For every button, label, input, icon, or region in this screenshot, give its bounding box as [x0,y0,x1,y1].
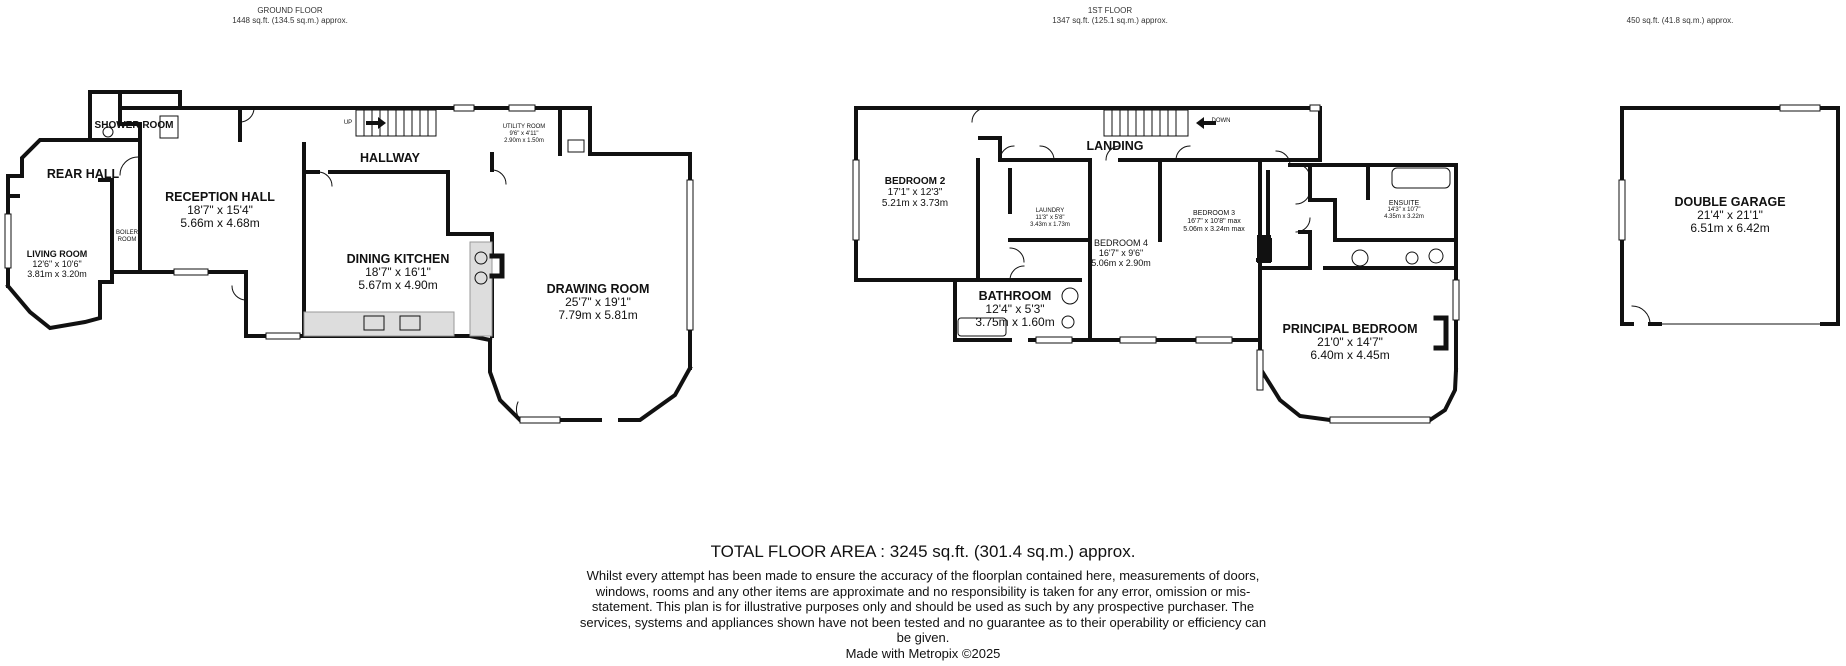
room-bedroom-4 [1084,238,1158,268]
first-floor-header [1010,6,1210,26]
room-name: UTILITY ROOM [502,124,546,130]
room-rear-hall [38,168,128,181]
room-name: DRAWING ROOM [546,282,650,296]
room-dining-kitchen [328,253,468,292]
room-utility-room [492,124,556,145]
garage-header [1600,16,1760,26]
room-principal-bedroom [1270,323,1430,362]
room-metric: 5.21m x 3.73m [881,198,949,209]
room-imperial: 25'7" x 19'1" [565,295,631,309]
disclaimer-text: Whilst every attempt has been made to ensure the accuracy of the floorplan contained here, measurements of doors, windows, rooms and any other items are approximate and no responsibility is taken for any error, omission or mis-statement. This plan is for illustrative purposes only and should be used as such by any prospective purchaser. The services, systems and appliances shown have not been tested and no guarantee as to their operability or efficiency can be given. [579,568,1267,645]
room-name: BATHROOM [978,289,1052,303]
room-metric: 5.66m x 4.68m [180,216,260,230]
room-name: DINING KITCHEN [346,252,450,266]
room-imperial: 14'3" x 10'7" [1387,207,1421,213]
room-landing [1070,140,1160,153]
room-metric: 3.43m x 1.73m [1030,222,1070,228]
room-reception-hall [150,191,290,230]
room-metric: 4.35m x 3.22m [1384,214,1424,220]
room-ensuite [1374,200,1434,221]
room-bathroom [960,290,1070,329]
stair-up-label: UP [343,120,353,126]
room-drawing-room [528,283,668,322]
total-floor-area: TOTAL FLOOR AREA : 3245 sq.ft. (301.4 sq.m.) approx. [710,542,1136,561]
room-name: SHOWER ROOM [94,120,174,131]
room-name: BOILER ROOM [115,230,138,243]
garage-area: 450 sq.ft. (41.8 sq.m.) approx. [1626,16,1734,25]
room-imperial: 16'7" x 10'8" max [1187,218,1241,225]
room-laundry [1020,208,1080,229]
room-metric: 5.06m x 3.24m max [1183,226,1245,233]
room-metric: 3.81m x 3.20m [27,269,87,279]
room-imperial: 18'7" x 15'4" [187,203,253,217]
room-name: HALLWAY [360,151,420,165]
room-metric: 7.79m x 5.81m [558,308,638,322]
room-shower-room [94,120,174,131]
floorplan-footer [560,542,1286,662]
room-name: LANDING [1086,139,1144,153]
room-metric: 6.40m x 4.45m [1310,348,1390,362]
room-imperial: 21'0" x 14'7" [1317,335,1383,349]
first-floor-title: 1ST FLOOR [1087,6,1133,15]
ground-floor-header [190,6,390,26]
room-name: PRINCIPAL BEDROOM [1282,322,1418,336]
room-living-room [14,249,100,279]
room-imperial: 18'7" x 16'1" [365,265,431,279]
room-boiler-room [112,230,142,244]
ground-floor-area: 1448 sq.ft. (134.5 sq.m.) approx. [232,16,348,25]
ground-floor-title: GROUND FLOOR [257,6,323,15]
first-floor-area: 1347 sq.ft. (125.1 sq.m.) approx. [1052,16,1168,25]
room-double-garage [1660,196,1800,235]
room-imperial: 9'6" x 4'11" [509,131,539,137]
room-metric: 3.75m x 1.60m [975,315,1055,329]
room-metric: 2.90m x 1.50m [504,138,544,144]
room-name: BEDROOM 3 [1192,210,1235,217]
room-name: BEDROOM 4 [1093,238,1148,248]
room-name: ENSUITE [1388,200,1420,207]
room-imperial: 12'4" x 5'3" [985,302,1045,316]
stair-down-label: DOWN [1211,118,1231,124]
room-imperial: 21'4" x 21'1" [1697,208,1763,222]
room-name: DOUBLE GARAGE [1674,195,1786,209]
room-name: BEDROOM 2 [884,176,946,187]
room-metric: 5.06m x 2.90m [1091,258,1151,268]
room-name: LAUNDRY [1035,208,1065,214]
room-imperial: 11'3" x 5'8" [1035,215,1065,221]
room-name: RECEPTION HALL [165,190,275,204]
room-bedroom-3 [1166,210,1262,234]
room-metric: 5.67m x 4.90m [358,278,438,292]
room-name: LIVING ROOM [26,249,88,259]
room-imperial: 16'7" x 9'6" [1098,248,1144,258]
room-imperial: 17'1" x 12'3" [887,187,943,198]
room-imperial: 12'6" x 10'6" [32,259,82,269]
made-with-credit: Made with Metropix ©2025 [845,645,1001,661]
room-hallway [340,152,440,165]
room-name: REAR HALL [46,167,120,181]
room-bedroom-2 [870,176,960,209]
room-metric: 6.51m x 6.42m [1690,221,1770,235]
